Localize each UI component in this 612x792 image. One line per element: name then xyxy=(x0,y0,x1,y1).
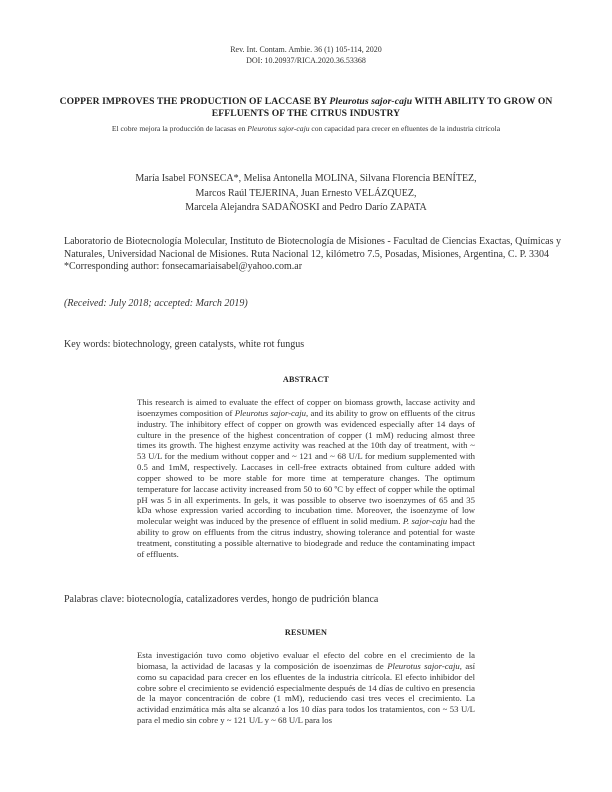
resumen-heading: RESUMEN xyxy=(284,628,328,637)
abstract-species-1: Pleurotus sajor-caju xyxy=(234,407,307,418)
resumen-text xyxy=(137,650,475,782)
received-dates: (Received: July 2018; accepted: March 2019) xyxy=(64,298,248,309)
authors-line-2: Marcos Raúl TEJERINA, Juan Ernesto VELÁZQUEZ, xyxy=(195,187,417,199)
abstract-t3: had the ability to grow on effluents from the citrus industry, showing tolerance and potential for waste treatment, constituting a possible alternative to biodegrade and reduce the contaminating impact of effluents. xyxy=(137,516,475,559)
paper-title xyxy=(40,96,572,120)
resumen-species-1: Pleurotus sajor-caju xyxy=(387,660,460,671)
paper-subtitle xyxy=(30,124,582,134)
abstract-text xyxy=(137,397,475,560)
title-part2: WITH ABILITY TO GROW ON EFFLUENTS OF THE CITRUS INDUSTRY xyxy=(211,96,553,119)
abstract-heading: ABSTRACT xyxy=(282,375,330,384)
palabras-clave: Palabras clave: biotecnología, catalizadores verdes, hongo de pudrición blanca xyxy=(64,594,379,605)
journal-header xyxy=(0,44,612,66)
subtitle-species: Pleurotus sajor-caju xyxy=(247,124,310,133)
abstract-species-2: P. sajor-caju xyxy=(402,516,448,527)
resumen-t1: Esta investigación tuvo como objetivo evaluar el efecto del cobre en el crecimiento de la biomasa, la actividad de lacasas y la composición de isoenzimas de xyxy=(137,650,475,671)
journal-citation: Rev. Int. Contam. Ambie. 36 (1) 105-114, 2020 xyxy=(230,45,382,54)
keywords: Key words: biotechnology, green catalysts, white rot fungus xyxy=(64,339,305,350)
journal-doi: DOI: 10.20937/RICA.2020.36.53368 xyxy=(246,56,366,65)
affiliation-text: Laboratorio de Biotecnología Molecular, Instituto de Biotecnología de Misiones - Facultad de Ciencias Exactas, Químicas y Naturales, Universidad Nacional de Misiones. Ruta Nacional 12, kilómetro 7.5, Posadas, Misiones, Argentina, C. P. 3304 xyxy=(64,236,561,260)
abstract-t1: This research is aimed to evaluate the effect of copper on biomass growth, laccase activity and isoenzymes composition of xyxy=(137,397,475,418)
title-species: Pleurotus sajor-caju xyxy=(329,96,413,107)
authors-line-3: Marcela Alejandra SADAÑOSKI and Pedro Darío ZAPATA xyxy=(185,202,427,213)
title-part1: COPPER IMPROVES THE PRODUCTION OF LACCASE BY xyxy=(59,96,330,107)
authors-line-1: María Isabel FONSECA*, Melisa Antonella MOLINA, Silvana Florencia BENÍTEZ, xyxy=(135,173,477,184)
subtitle-part1: El cobre mejora la producción de lacasas en xyxy=(111,124,248,133)
author-list xyxy=(60,172,552,216)
subtitle-part2: con capacidad para crecer en efluentes de la industria citrícola xyxy=(309,124,501,133)
resumen-t2: , así como su capacidad para crecer en los efluentes de la industria citrícola. El efecto inhibidor del cobre sobre el crecimiento se evidenció especialmente después de 14 días de cultivo en presencia de la mayor concentración de cobre (1 mM), reduciendo casi tres veces el crecimiento. La actividad enzimática más alta se alcanzó a los 10 días para todos los tratamientos, con ~ 53 U/L para el medio sin cobre y ~ 121 U/L y ~ 68 U/L para los xyxy=(137,660,475,726)
corresponding-author: *Corresponding author: fonsecamariaisabel@yahoo.com.ar xyxy=(64,261,303,272)
affiliation-block xyxy=(64,236,564,274)
abstract-t2: , and its ability to grow on effluents of the citrus industry. The inhibitory effect of copper on growth was evidenced especially after 14 days of culture in the presence of the highest concentration of copper (1 mM) reducing almost three times its growth. The highest enzyme activity was reached at the 10th day of treatment, with ~ 53 U/L for the medium without copper and ~ 121 and ~ 68 U/L for medium supplemented with 0.5 and 1mM, respectively. Laccases in cell-free extracts obtained from culture added with copper showed to be more stable for more time at temperature changes. The optimum temperature for laccase activity increased from 50 to 60 ºC by effect of copper while the optimal pH was 5 in all experiments. In gels, it was possible to observe two isoenzymes of 65 and 35 kDa whose expression varied according to incubation time. Moreover, the isoenzyme of low molecular weight was induced by the presence of effluent in solid medium. xyxy=(137,407,476,527)
